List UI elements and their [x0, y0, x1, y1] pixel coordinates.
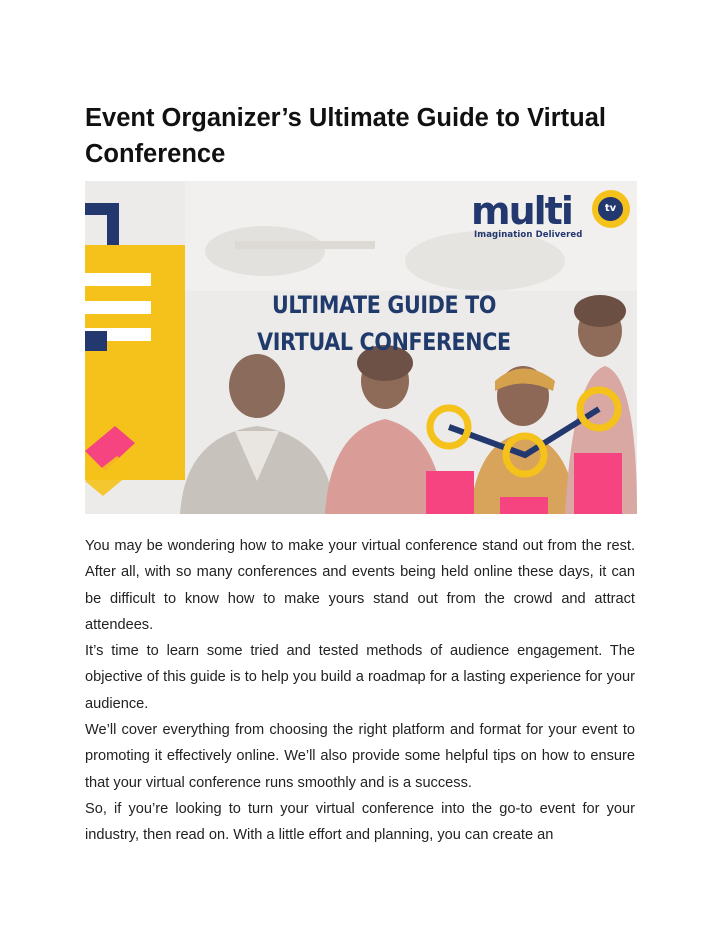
- brand-logo-badge-text: tv: [598, 197, 623, 221]
- brand-tagline: Imagination Delivered: [474, 230, 583, 240]
- paragraph: It’s time to learn some tried and tested methods of audience engagement. The objective of this guide is to help you build a roadmap for a lasting experience for your audience.: [85, 643, 635, 712]
- hero-image: [85, 181, 637, 514]
- page-title: Event Organizer’s Ultimate Guide to Virtual Conference: [85, 104, 606, 168]
- paragraph: You may be wondering how to make your virtual conference stand out from the rest. After all, with so many conferences and events being held online these days, it can be difficult to know how to make yours stand out from the crowd and attract attendees.: [85, 538, 635, 633]
- article-body: [85, 533, 635, 849]
- brand-logo-word: multi: [471, 189, 572, 233]
- paragraph: We’ll cover everything from choosing the right platform and format for your event to promoting it effectively online. We’ll also provide some helpful tips on how to ensure that your virtual conference runs smoothly and is a success.: [85, 722, 635, 791]
- hero-headline: ULTIMATE GUIDE TO VIRTUAL CONFERENCE: [257, 291, 511, 356]
- brand-logo-badge: [592, 190, 630, 228]
- paragraph: So, if you’re looking to turn your virtual conference into the go-to event for your industry, then read on. With a little effort and planning, you can create an: [85, 800, 635, 844]
